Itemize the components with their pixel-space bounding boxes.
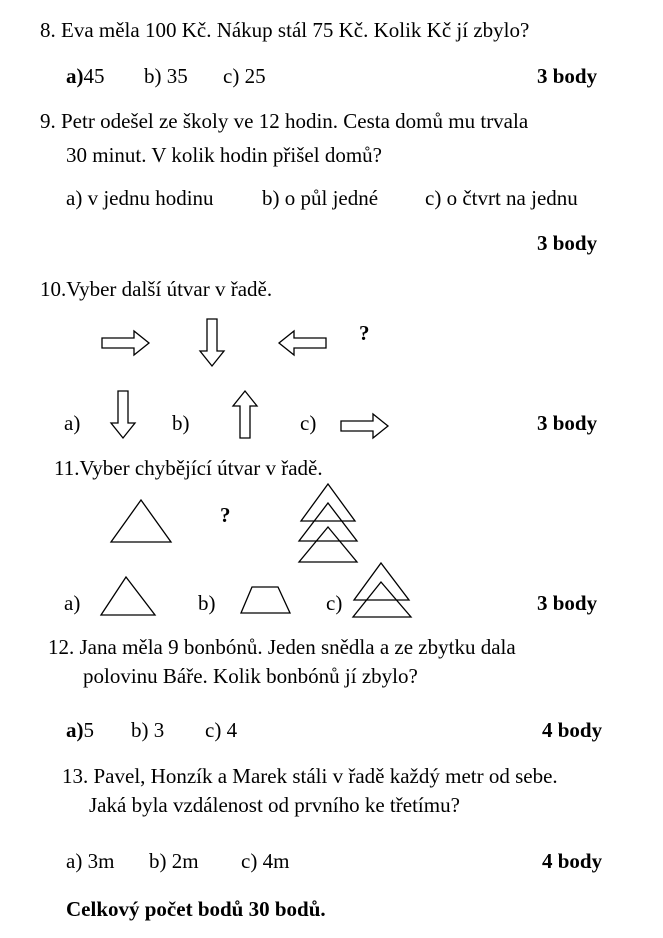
q11-question-mark: ?: [220, 503, 231, 527]
q10-option-b: b): [172, 411, 190, 435]
q8-option-a-label: a): [66, 64, 84, 88]
q8-option-b: b) 35: [144, 64, 188, 88]
q8-points: 3 body: [537, 64, 598, 88]
q13-option-a: a) 3m: [66, 849, 115, 873]
q9-text-line2: 30 minut. V kolik hodin přišel domů?: [66, 143, 382, 167]
q10-option-a: a): [64, 411, 81, 435]
q12-points: 4 body: [542, 718, 603, 742]
q11-option-b: b): [198, 591, 216, 615]
q12-option-a-value: 5: [83, 718, 94, 742]
q10-points: 3 body: [537, 411, 598, 435]
q8-text: 8. Eva měla 100 Kč. Nákup stál 75 Kč. Kolik Kč jí zbylo?: [40, 18, 530, 42]
q12-option-b: b) 3: [131, 718, 165, 742]
q10-text: 10.Vyber další útvar v řadě.: [40, 277, 273, 301]
q10-question-mark: ?: [359, 321, 370, 345]
triangle-icon: [100, 576, 156, 616]
q12-option-a-label: a): [66, 718, 84, 742]
q13-option-b: b) 2m: [149, 849, 199, 873]
total-points: Celkový počet bodů 30 bodů.: [66, 897, 326, 921]
q12-option-a: [66, 720, 94, 741]
q12-text-line2: polovinu Báře. Kolik bonbónů jí zbylo?: [83, 664, 418, 688]
q9-option-c: c) o čtvrt na jednu: [425, 186, 578, 210]
q9-option-b: b) o půl jedné: [262, 186, 379, 210]
q9-points: 3 body: [537, 231, 598, 255]
q12-text-line1: 12. Jana měla 9 bonbónů. Jeden snědla a ze zbytku dala: [48, 635, 516, 659]
arrow-down-icon: [199, 318, 225, 368]
q13-text-line2: Jaká byla vzdálenost od prvního ke třetímu?: [89, 793, 460, 817]
arrow-up-icon: [232, 390, 258, 440]
q11-text: 11.Vyber chybějící útvar v řadě.: [54, 456, 323, 480]
q13-text-line1: 13. Pavel, Honzík a Marek stáli v řadě každý metr od sebe.: [62, 764, 558, 788]
q8-option-a: [66, 66, 105, 87]
q11-option-c: c): [326, 591, 343, 615]
triangle-icon: [110, 499, 172, 543]
arrow-right-icon: [340, 413, 390, 439]
q8-option-c: c) 25: [223, 64, 266, 88]
q11-option-a: a): [64, 591, 81, 615]
q13-points: 4 body: [542, 849, 603, 873]
stacked-triangles-icon: [352, 562, 412, 618]
arrow-down-icon: [110, 390, 136, 440]
arrow-right-icon: [101, 330, 151, 356]
q13-option-c: c) 4m: [241, 849, 290, 873]
stacked-triangles-icon: [297, 483, 359, 563]
q8-option-a-value: 45: [83, 64, 105, 88]
q12-option-c: c) 4: [205, 718, 238, 742]
trapezoid-icon: [240, 586, 292, 614]
arrow-left-icon: [278, 330, 328, 356]
q10-option-c: c): [300, 411, 317, 435]
q9-option-a: a) v jednu hodinu: [66, 186, 214, 210]
q9-text-line1: 9. Petr odešel ze školy ve 12 hodin. Cesta domů mu trvala: [40, 109, 529, 133]
q11-points: 3 body: [537, 591, 598, 615]
